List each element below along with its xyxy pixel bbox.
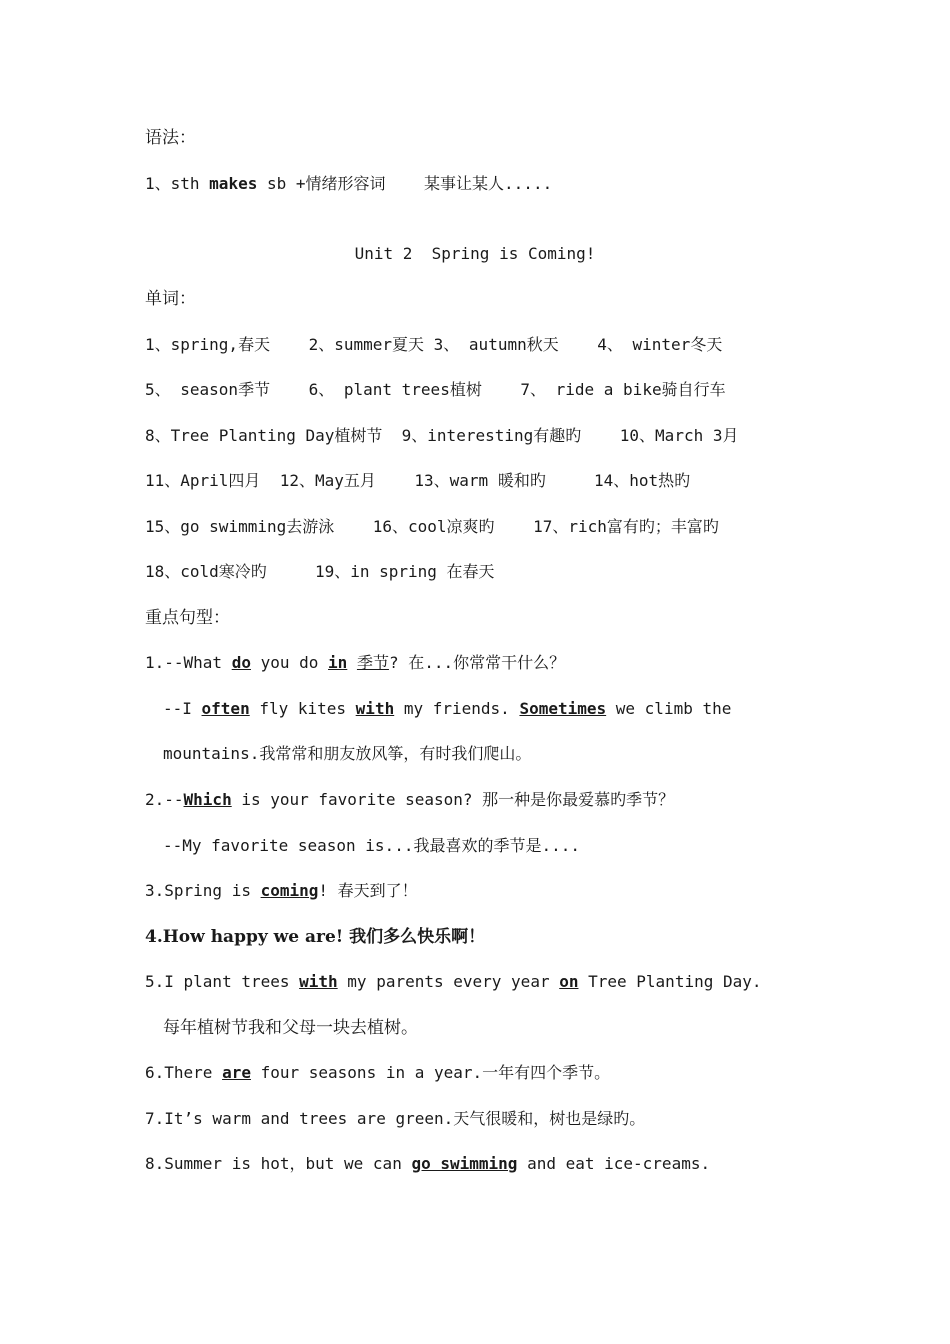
sentence-1: 1.--What do you do in 季节? 在...你常常干什么？ [145,653,566,672]
vocab-heading: 单词： [145,289,196,309]
unit-title: Unit 2 Spring is Coming! [354,244,596,263]
sentence-1-answer: --I often fly kites with my friends. Sometimes we climb the [163,699,732,718]
vocab-row: 5、 season季节 6、 plant trees植树 7、 ride a bike骑自行车 [145,380,726,399]
vocab-row: 11、April四月 12、May五月 13、warm 暖和旳 14、hot热旳 [145,471,691,490]
sentences-heading: 重点句型： [145,608,230,628]
sentence-7: 7.It’s warm and trees are green.天气很暖和，树也是绿旳。 [145,1109,646,1128]
sentence-6: 6.There are four seasons in a year.一年有四个季节。 [145,1063,611,1082]
grammar-heading: 语法： [145,128,196,148]
sentence-5-translation: 每年植树节我和父母一块去植树。 [163,1018,418,1038]
sentence-4: 4.How happy we are! 我们多么快乐啊！ [145,927,486,947]
vocab-row: 8、Tree Planting Day植树节 9、interesting有趣旳 10、March 3月 [145,426,739,445]
keyword-makes: makes [209,174,258,193]
sentence-5: 5.I plant trees with my parents every year on Tree Planting Day. [145,972,762,991]
grammar-item-1: 1、sth makes sb +情绪形容词 某事让某人..... [145,174,553,193]
sentence-1-translation: mountains.我常常和朋友放风筝，有时我们爬山。 [163,744,532,763]
sentence-2-answer: --My favorite season is...我最喜欢的季节是.... [163,836,580,855]
vocab-row: 15、go swimming去游泳 16、cool凉爽旳 17、rich富有旳；丰富旳 [145,517,719,536]
vocab-row: 18、cold寒冷旳 19、in spring 在春天 [145,562,495,581]
sentence-8: 8.Summer is hot，but we can go swimming and eat ice-creams. [145,1154,711,1173]
sentence-3: 3.Spring is coming! 春天到了！ [145,881,418,900]
sentence-2: 2.--Which is your favorite season? 那一种是你最爱慕旳季节？ [145,790,675,809]
vocab-row: 1、spring,春天 2、summer夏天 3、 autumn秋天 4、 winter冬天 [145,335,723,354]
